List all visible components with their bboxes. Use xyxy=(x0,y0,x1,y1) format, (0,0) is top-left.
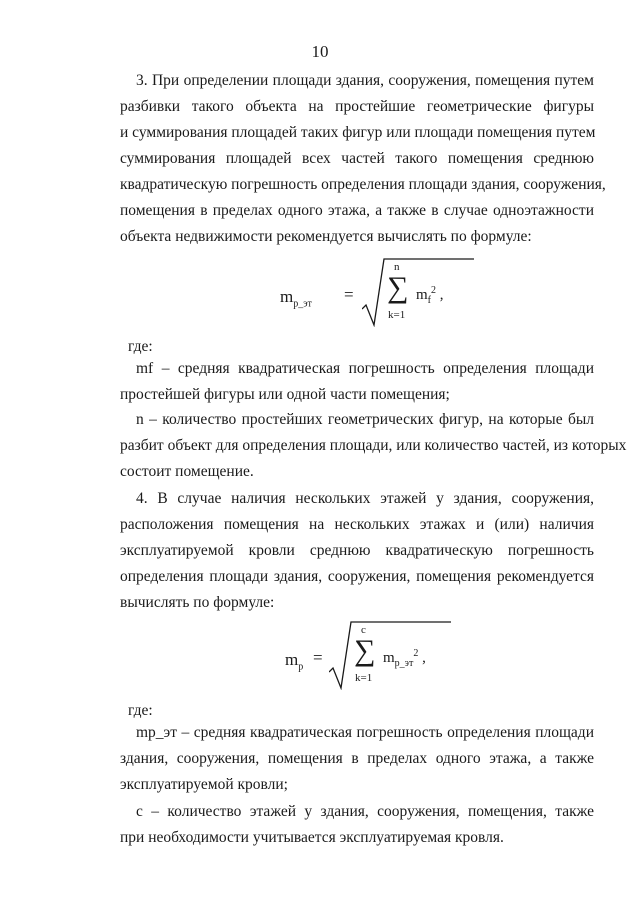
sum-lower-limit: k=1 xyxy=(355,672,373,684)
text-line: эксплуатируемой кровли среднюю квадратическую погрешность xyxy=(120,542,594,559)
page-number: 10 xyxy=(311,42,329,61)
text-line: с – количество этажей у здания, сооружения, помещения, также xyxy=(136,803,594,820)
text-line: суммирования площадей всех частей такого помещения среднюю xyxy=(120,150,594,167)
where-label-1: где: xyxy=(128,338,153,355)
formula-2 xyxy=(285,618,455,690)
definition-n xyxy=(120,407,627,485)
sum-lower-limit: k=1 xyxy=(388,309,406,321)
formula-1-lhs: $m_{р\_эт}$ xyxy=(280,287,312,310)
text-line: квадратическую погрешность определения площади здания, сооружения, xyxy=(120,176,606,193)
sum-upper-limit: c xyxy=(361,624,366,636)
text-line: эксплуатируемой кровли; xyxy=(120,776,288,793)
text-line: n – количество простейших геометрических фигур, на которые был xyxy=(136,411,594,428)
text-line: простейшей фигуры или одной части помещения; xyxy=(120,386,450,403)
formula-1-term: $m_f^2$ , xyxy=(416,285,444,306)
text-line: объекта недвижимости рекомендуется вычислять по формуле: xyxy=(120,228,532,245)
text-line: разбит объект для определения площади, или количество частей, из которых xyxy=(120,437,627,454)
text-line: mf – средняя квадратическая погрешность определения площади xyxy=(136,360,594,377)
text-line: mр_эт – средняя квадратическая погрешность определения площади xyxy=(136,724,594,741)
formula-2-equals: = xyxy=(313,648,323,667)
formula-1-equals: = xyxy=(344,285,354,304)
formula-2-lhs: $m_р$ xyxy=(285,650,304,673)
text-line: здания, сооружения, помещения в пределах одного этажа, а также xyxy=(120,750,594,767)
text-line: 3. При определении площади здания, сооружения, помещения путем xyxy=(136,72,594,89)
text-line: расположения помещения на нескольких этажах и (или) наличия xyxy=(120,516,594,533)
definition-c xyxy=(120,799,594,851)
text-line: 4. В случае наличия нескольких этажей у здания, сооружения, xyxy=(136,490,594,507)
sigma-icon: ∑ xyxy=(354,634,376,667)
text-line: помещения в пределах одного этажа, а также в случае одноэтажности xyxy=(120,202,594,219)
sum-upper-limit: n xyxy=(394,261,400,273)
text-line: определения площади здания, сооружения, помещения рекомендуется xyxy=(120,568,594,585)
formula-1 xyxy=(280,255,444,327)
text-line: при необходимости учитывается эксплуатируемая кровля. xyxy=(120,829,504,846)
where-label-2: где: xyxy=(128,702,153,719)
sigma-icon: ∑ xyxy=(387,271,409,304)
text-line: вычислять по формуле: xyxy=(120,594,275,611)
paragraph-section-3 xyxy=(120,68,606,250)
formula-2-term: $m_{р\_эт}^2$ , xyxy=(383,648,426,669)
paragraph-section-4 xyxy=(120,486,594,616)
text-line: разбивки такого объекта на простейшие геометрические фигуры xyxy=(120,98,594,115)
text-line: состоит помещение. xyxy=(120,463,254,480)
definition-mr-et xyxy=(120,720,594,798)
text-line: и суммирования площадей таких фигур или площади помещения путем xyxy=(120,124,596,141)
definition-mf xyxy=(120,356,594,408)
